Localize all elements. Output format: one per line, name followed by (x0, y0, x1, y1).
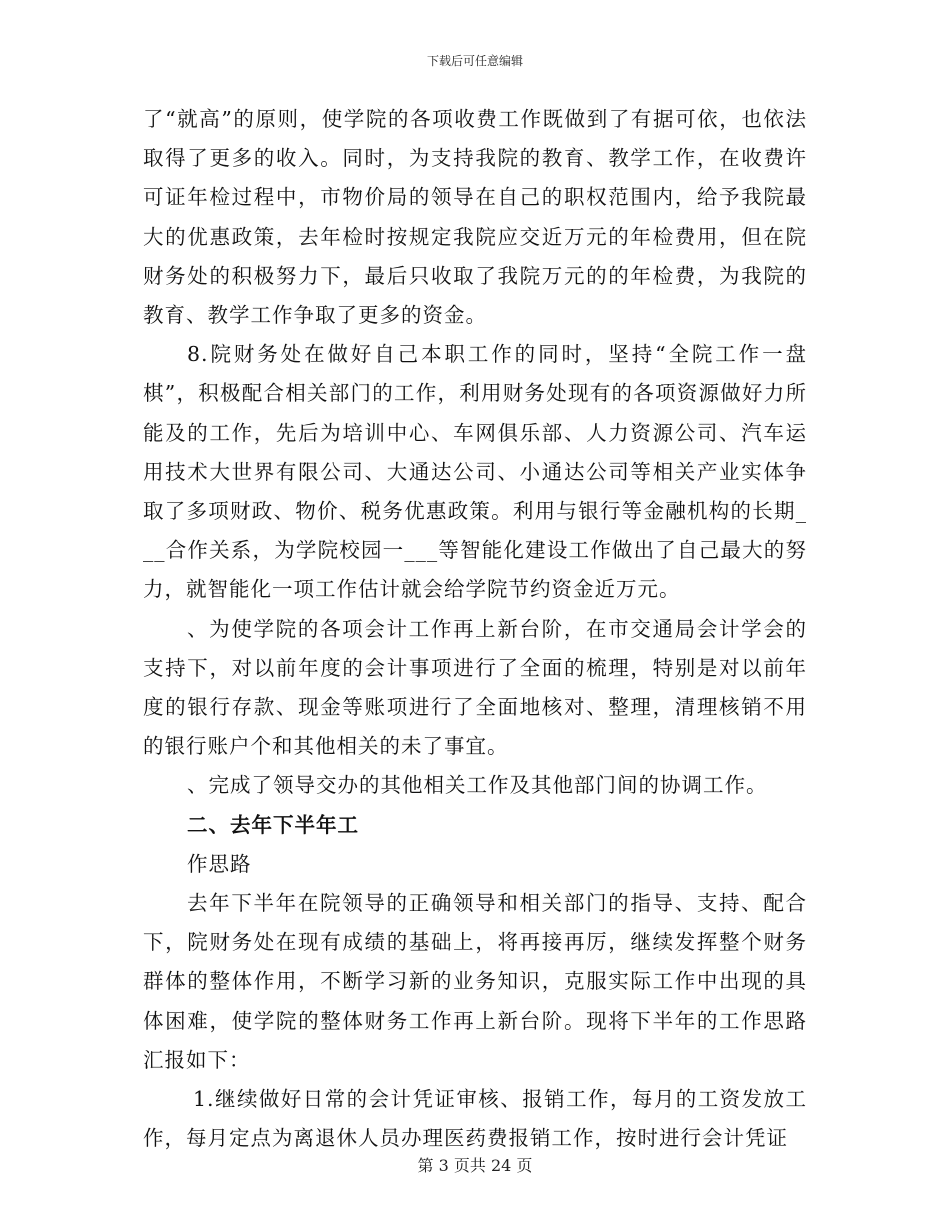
page-header: 下载后可任意编辑 (426, 54, 523, 68)
paragraph-fee-policy: 了“就高”的原则，使学院的各项收费工作既做到了有据可依，也依法取得了更多的收入。同时，为支持我院的教育、教学工作，在收费许可证年检过程中，市物价局的领导在自己的职权范围内，给予我院最大的优惠政策，去年检时按规定我院应交近万元的年检费用，但在院财务处的积极努力下，最后只收取了我院万元的的年检费，为我院的教育、教学工作争取了更多的资金。 (143, 107, 807, 328)
paragraph-item-8: 8.院财务处在做好自己本职工作的同时，坚持“全院工作一盘棋”，积极配合相关部门的工作，利用财务处现有的各项资源做好力所能及的工作，先后为培训中心、车网俱乐部、人力资源公司、汽车运用技术大世界有限公司、大通达公司、小通达公司等相关产业实体争取了多项财政、物价、税务优惠政策。利用与银行等金融机构的长期___合作关系，为学院校园一___等智能化建设工作做出了自己最大的努力，就智能化一项工作估计就会给学院节约资金近万元。 (143, 342, 807, 602)
document-body (143, 100, 807, 1158)
paragraph-accounting-review: 、为使学院的各项会计工作再上新台阶，在市交通局会计学会的支持下，对以前年度的会计事项进行了全面的梳理，特别是对以前年度的银行存款、现金等账项进行了全面地核对、整理，清理核销不用的银行账户个和其他相关的未了事宜。 (143, 616, 807, 759)
paragraph-work-plan-intro: 去年下半年在院领导的正确领导和相关部门的指导、支持、配合下，院财务处在现有成绩的基础上，将再接再厉，继续发挥整个财务群体的整体作用，不断学习新的业务知识，克服实际工作中出现的具体困难，使学院的整体财务工作再上新台阶。现将下半年的工作思路汇报如下： (143, 891, 807, 1072)
section-heading-continued: 作思路 (187, 851, 252, 876)
section-heading: 二、去年下半年工 (187, 812, 359, 837)
paragraph-plan-item-1: 1.继续做好日常的会计凭证审核、报销工作，每月的工资发放工作，每月定点为离退休人员办理医药费报销工作，按时进行会计凭证 (143, 1087, 807, 1151)
paragraph-other-work: 、完成了领导交办的其他相关工作及其他部门间的协调工作。 (187, 773, 768, 798)
page-footer: 第 3 页共 24 页 (417, 1156, 533, 1175)
